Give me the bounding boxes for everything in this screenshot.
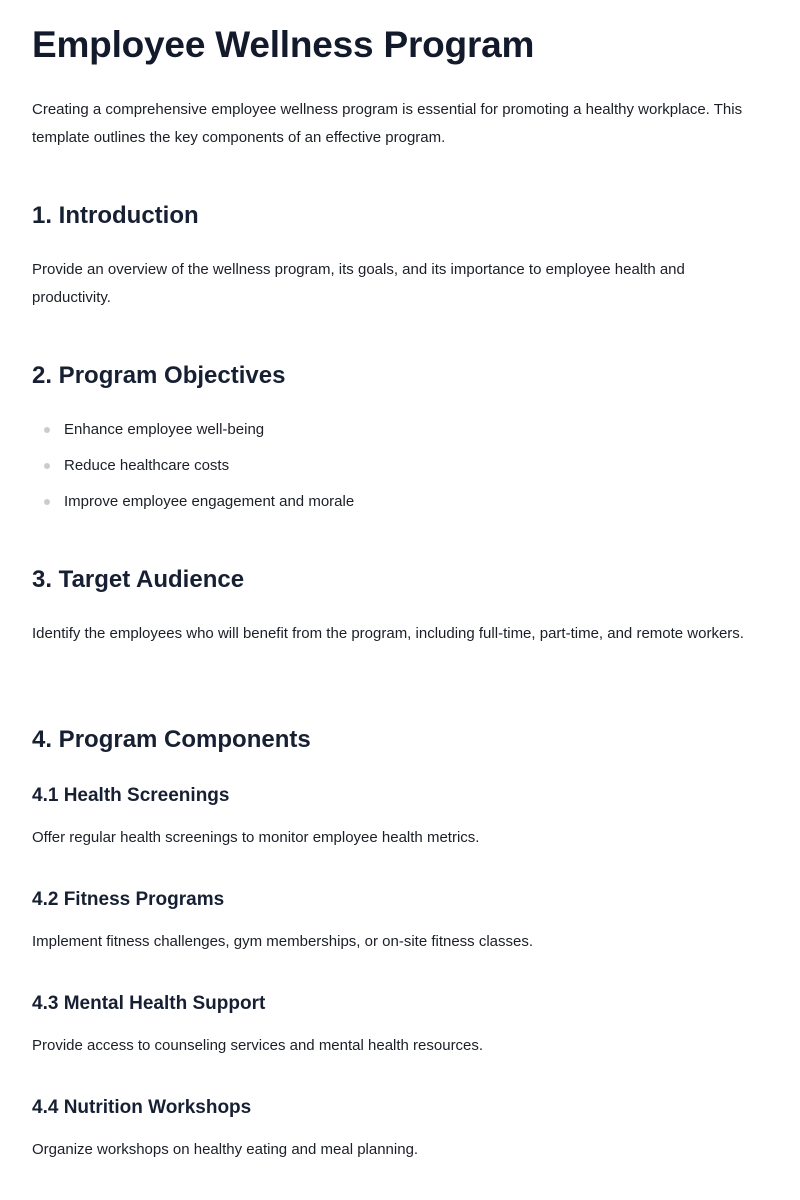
subsection-heading-fitness-programs: 4.2 Fitness Programs [32,889,225,910]
bullet-icon [44,463,50,469]
objective-text: Enhance employee well-being [64,421,265,438]
section-heading-audience: 3. Target Audience [32,566,245,593]
objective-text: Reduce healthcare costs [64,457,230,474]
bullet-icon [44,427,50,433]
section-heading-objectives: 2. Program Objectives [32,362,286,389]
section-heading-components: 4. Program Components [32,726,311,753]
mental-health-paragraph: Provide access to counseling services and mental health resources. [32,1037,484,1054]
nutrition-paragraph: Organize workshops on healthy eating and meal planning. [32,1141,419,1158]
subsection-heading-nutrition: 4.4 Nutrition Workshops [32,1097,252,1118]
list-item [32,448,354,484]
introduction-paragraph: Provide an overview of the wellness program, its goals, and its importance to employee health and productivity. [32,261,685,306]
subsection-heading-mental-health: 4.3 Mental Health Support [32,993,266,1014]
fitness-programs-paragraph: Implement fitness challenges, gym memberships, or on-site fitness classes. [32,933,534,950]
audience-paragraph: Identify the employees who will benefit from the program, including full-time, part-time, and remote workers. [32,625,744,642]
bullet-icon [44,499,50,505]
section-heading-introduction: 1. Introduction [32,202,199,229]
health-screenings-paragraph: Offer regular health screenings to monitor employee health metrics. [32,829,480,846]
objectives-list [32,412,354,520]
subsection-heading-health-screenings: 4.1 Health Screenings [32,785,230,806]
intro-paragraph: Creating a comprehensive employee wellness program is essential for promoting a healthy workplace. This template outlines the key components of an effective program. [32,101,743,146]
list-item [32,412,354,448]
objective-text: Improve employee engagement and morale [64,493,355,510]
list-item [32,484,354,520]
page-title: Employee Wellness Program [32,24,535,65]
